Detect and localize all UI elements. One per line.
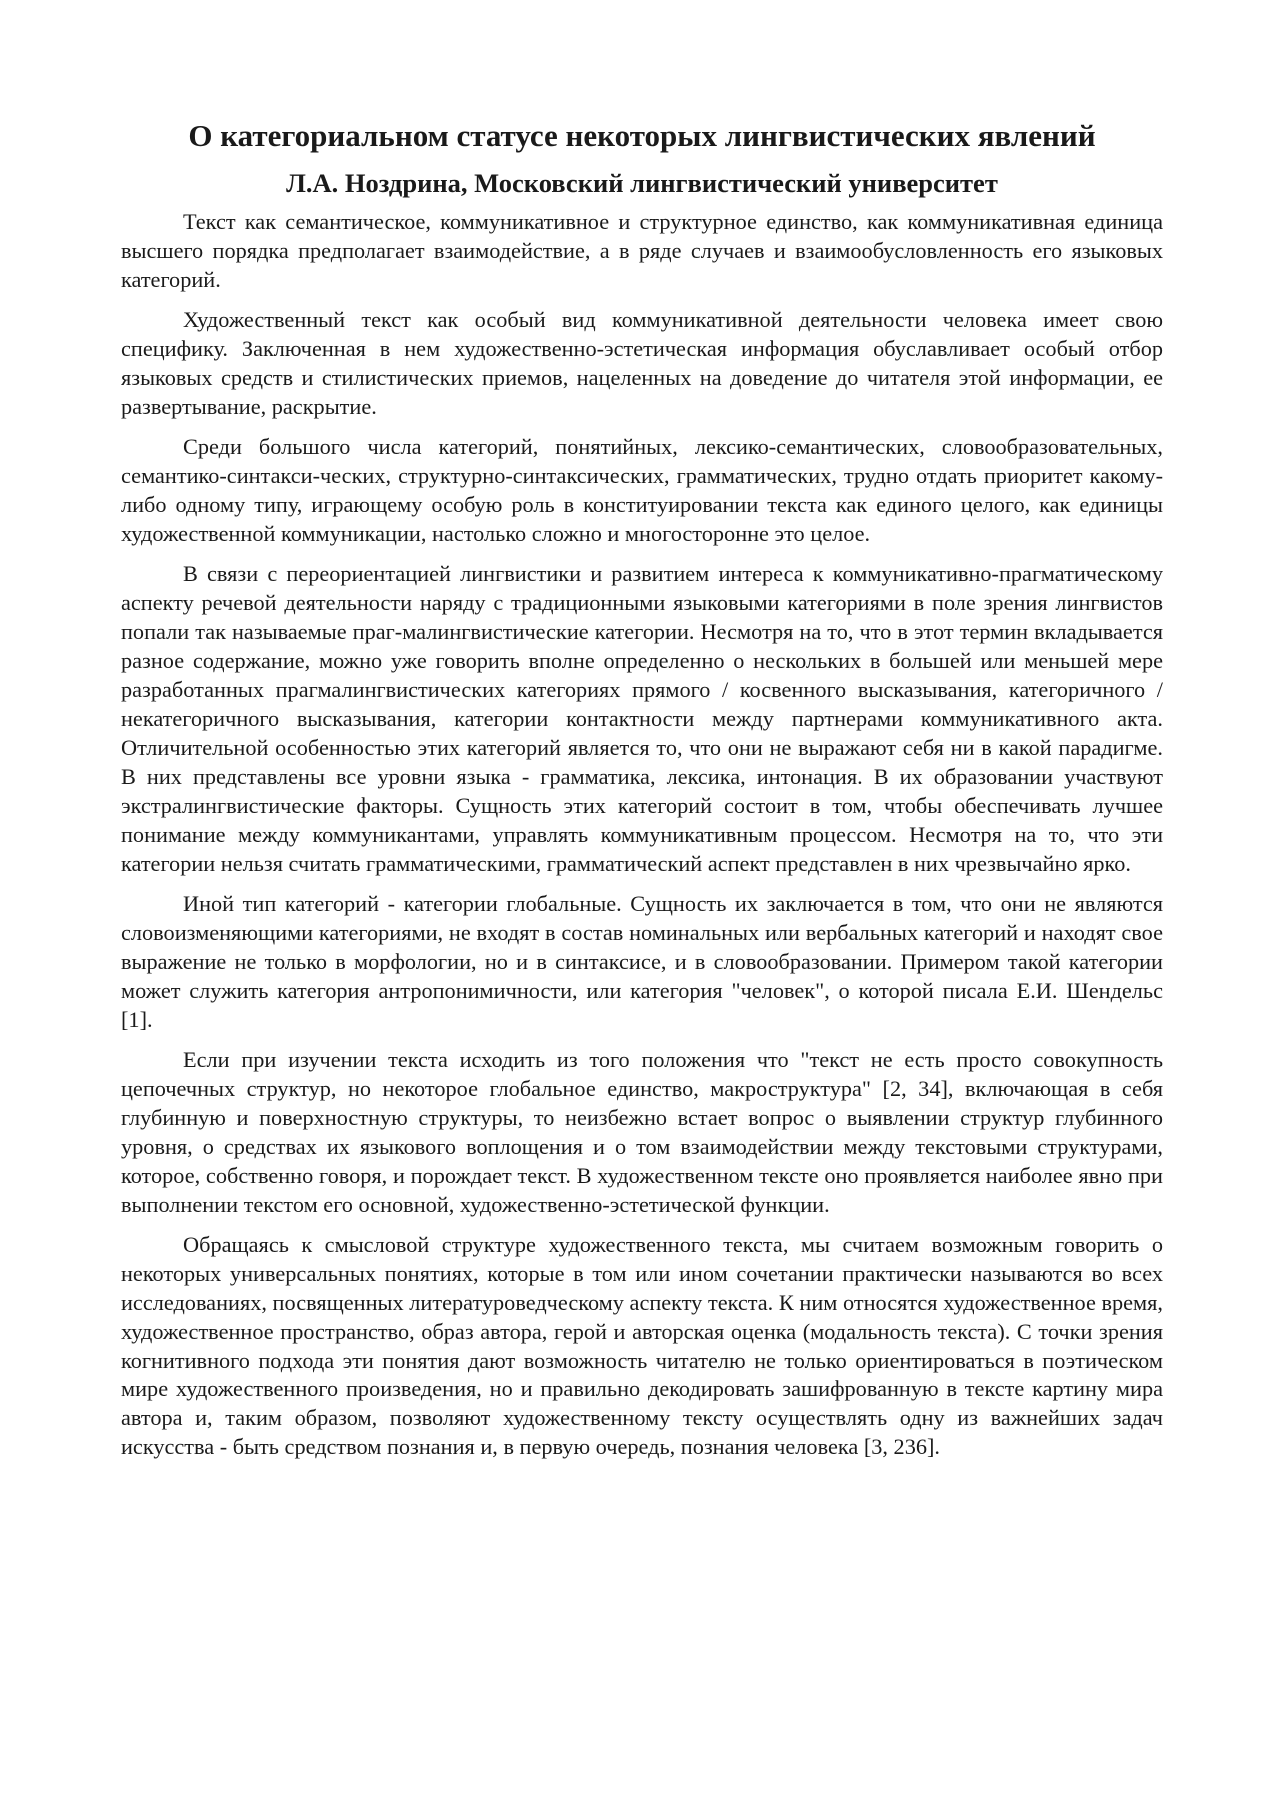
document-author: Л.А. Ноздрина, Московский лингвистический университет [286,168,998,198]
paragraph-7: Обращаясь к смысловой структуре художественного текста, мы считаем возможным говорить о некоторых универсальных понятиях, которые в том или ином сочетании практически называются во всех исследованиях, посвященных литературоведческому аспекту текста. К ним относятся художественное время, художественное пространство, образ автора, герой и авторская оценка (модальность текста). С точки зрения когнитивного подхода эти понятия дают возможность читателю не только ориентироваться в поэтическом мире художественного произведения, но и правильно декодировать зашифрованную в тексте картину мира автора и, таким образом, позволяют художественному тексту осуществлять одну из важнейших задач искусства - быть средством познания и, в первую очередь, познания человека [3, 236]. [121,1231,1163,1460]
paragraph-1: Текст как семантическое, коммуникативное и структурное единство, как коммуникативная единица высшего порядка предполагает взаимодействие, а в ряде случаев и взаимообусловленность его языковых категорий. [121,209,1163,292]
paragraph-3: Среди большого числа категорий, понятийных, лексико-семантических, словообразовательных, семантико-синтакси-ческих, структурно-синтаксических, грамматических, трудно отдать приоритет какому-либо одному типу, играющему особую роль в конституировании текста как единого целого, как единицы художественной коммуникации, настолько сложно и многосторонне это целое. [121,434,1163,547]
paragraph-6: Если при изучении текста исходить из того положения что "текст не есть просто совокупность цепочечных структур, но некоторое глобальное единство, макроструктура" [2, 34], включающая в себя глубинную и поверхностную структуры, то неизбежно встает вопрос о выявлении структур глубинного уровня, о средствах их языкового воплощения и о том взаимодействии между текстовыми структурами, которое, собственно говоря, и порождает текст. В художественном тексте оно проявляется наиболее явно при выполнении текстом его основной, художественно-эстетической функции. [121,1046,1163,1217]
document-page [121,112,1163,1474]
paragraph-2: Художественный текст как особый вид коммуникативной деятельности человека имеет свою специфику. Заключенная в нем художественно-эстетическая информация обуславливает особый отбор языковых средств и стилистических приемов, нацеленных на доведение до читателя этой информации, ее развертывание, раскрытие. [121,307,1163,419]
paragraph-5: Иной тип категорий - категории глобальные. Сущность их заключается в том, что они не являются словоизменяющими категориями, не входят в состав номинальных или вербальных категорий и находят свое выражение не только в морфологии, но и в синтаксисе, и в словообразовании. Примером такой категории может служить категория антропонимичности, или категория "человек", о которой писала Е.И. Шендельс [1]. [121,890,1163,1032]
document-title: О категориальном статусе некоторых лингвистических явлений [188,118,1096,153]
paragraph-4: В связи с переориентацией лингвистики и развитием интереса к коммуникативно-прагматическому аспекту речевой деятельности наряду с традиционными языковыми категориями в поле зрения лингвистов попали так называемые праг-малингвистические категории. Несмотря на то, что в этот термин вкладывается разное содержание, можно уже говорить вполне определенно о нескольких в большей или меньшей мере разработанных прагмалингвистических категориях прямого / косвенного высказывания, категоричного / некатегоричного высказывания, категории контактности между партнерами коммуникативного акта. Отличительной особенностью этих категорий является то, что они не выражают себя ни в какой парадигме. В них представлены все уровни языка - грамматика, лексика, интонация. В их образовании участвуют экстралингвистические факторы. Сущность этих категорий состоит в том, чтобы обеспечивать лучшее понимание между коммуникантами, управлять коммуникативным процессом. Несмотря на то, что эти категории нельзя считать грамматическими, грамматический аспект представлен в них чрезвычайно ярко. [121,561,1163,876]
